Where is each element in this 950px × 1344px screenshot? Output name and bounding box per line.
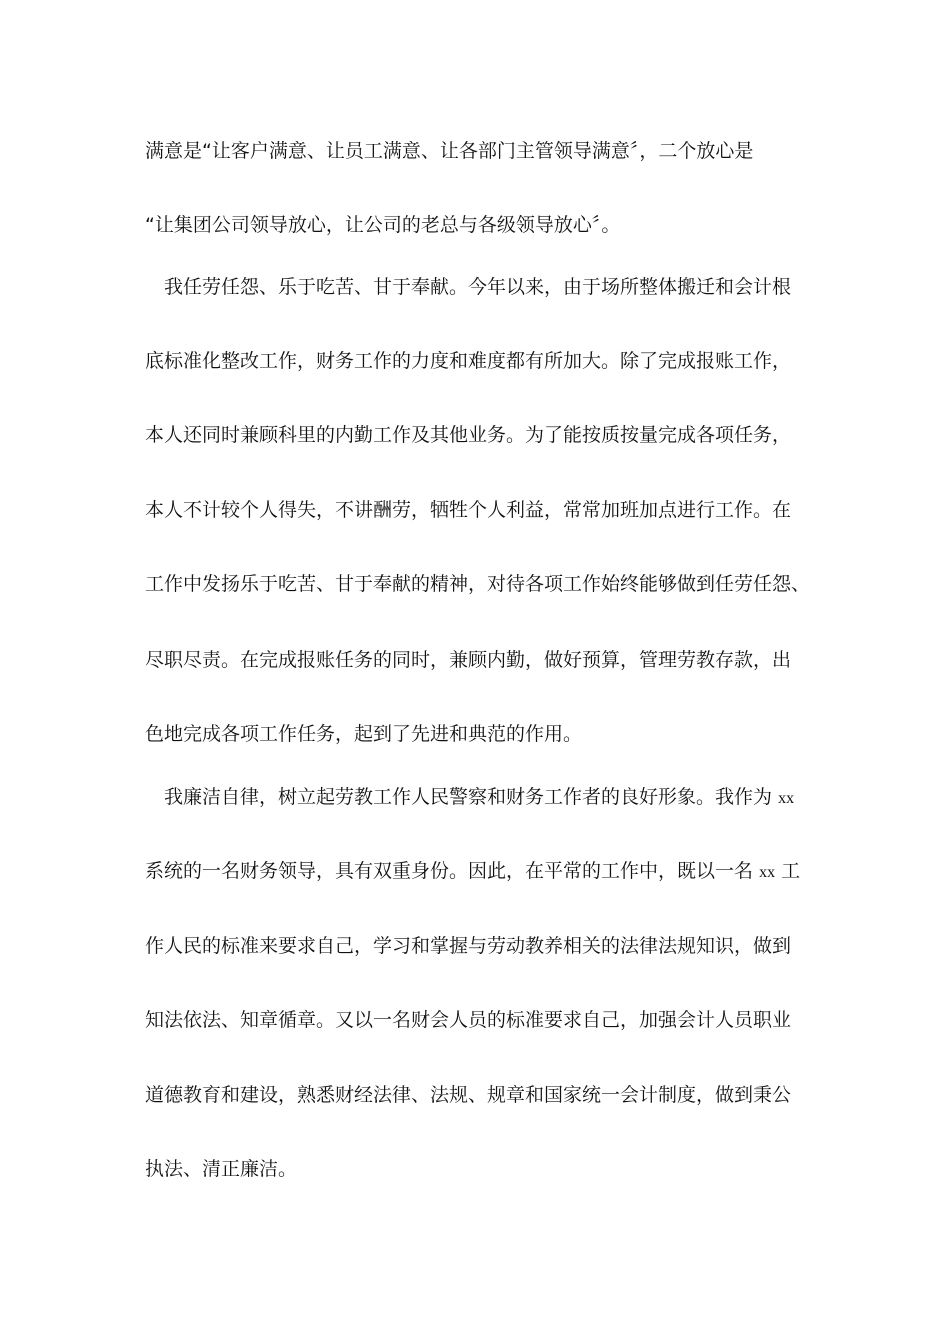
text-line-6 bbox=[145, 495, 825, 525]
text-line-11 bbox=[145, 856, 825, 886]
text-line-10-content: 我廉洁自律，树立起劳教工作人民警察和财务工作者的良好形象。我作为 bbox=[145, 786, 773, 808]
text-line-10 bbox=[145, 782, 825, 812]
text-line-7-content: 工作中发扬乐于吃苦、甘于奉献的精神，对待各项工作始终能够做到任劳任怨、 bbox=[145, 573, 811, 595]
text-xx-1: xx bbox=[778, 790, 795, 807]
text-line-12-content: 作人民的标准来要求自己，学习和掌握与劳动教养相关的法律法规知识，做到 bbox=[145, 935, 792, 957]
text-line-7 bbox=[145, 569, 825, 599]
text-line-6-content: 本人不计较个人得失，不讲酬劳，牺牲个人利益，常常加班加点进行工作。在 bbox=[145, 499, 792, 521]
text-line-9-content: 色地完成各项工作任务，起到了先进和典范的作用。 bbox=[145, 723, 583, 745]
text-line-3 bbox=[145, 272, 825, 302]
text-xx-2: xx bbox=[759, 864, 776, 881]
text-line-5-content: 本人还同时兼顾科里的内勤工作及其他业务。为了能按质按量完成各项任务， bbox=[145, 424, 792, 446]
text-line-13 bbox=[145, 1005, 825, 1035]
text-line-15-content: 执法、清正廉洁。 bbox=[145, 1158, 298, 1180]
text-line-12 bbox=[145, 931, 825, 961]
text-line-1 bbox=[145, 136, 825, 166]
text-line-3-content: 我任劳任怨、乐于吃苦、甘于奉献。今年以来，由于场所整体搬迁和会计根 bbox=[145, 276, 792, 298]
text-line-2 bbox=[145, 210, 825, 240]
text-line-4 bbox=[145, 346, 825, 376]
text-line-9 bbox=[145, 719, 825, 749]
text-line-8 bbox=[145, 645, 825, 675]
text-line-14-content: 道德教育和建设，熟悉财经法律、法规、规章和国家统一会计制度，做到秉公 bbox=[145, 1084, 792, 1106]
text-line-14 bbox=[145, 1080, 825, 1110]
text-line-1-content: 满意是“让客户满意、让员工满意、让各部门主管领导满意〞，二个放心是 bbox=[145, 140, 754, 162]
text-line-8-content: 尽职尽责。在完成报账任务的同时，兼顾内勤，做好预算，管理劳教存款，出 bbox=[145, 649, 792, 671]
text-line-11-content: 系统的一名财务领导，具有双重身份。因此，在平常的工作中，既以一名 bbox=[145, 860, 754, 882]
text-gong: 工 bbox=[781, 860, 801, 882]
text-line-5 bbox=[145, 420, 825, 450]
text-line-4-content: 底标准化整改工作，财务工作的力度和难度都有所加大。除了完成报账工作， bbox=[145, 350, 792, 372]
text-line-15 bbox=[145, 1154, 825, 1184]
text-line-13-content: 知法依法、知章循章。又以一名财会人员的标准要求自己，加强会计人员职业 bbox=[145, 1009, 792, 1031]
text-line-2-content: “让集团公司领导放心，让公司的老总与各级领导放心〞。 bbox=[145, 214, 621, 236]
